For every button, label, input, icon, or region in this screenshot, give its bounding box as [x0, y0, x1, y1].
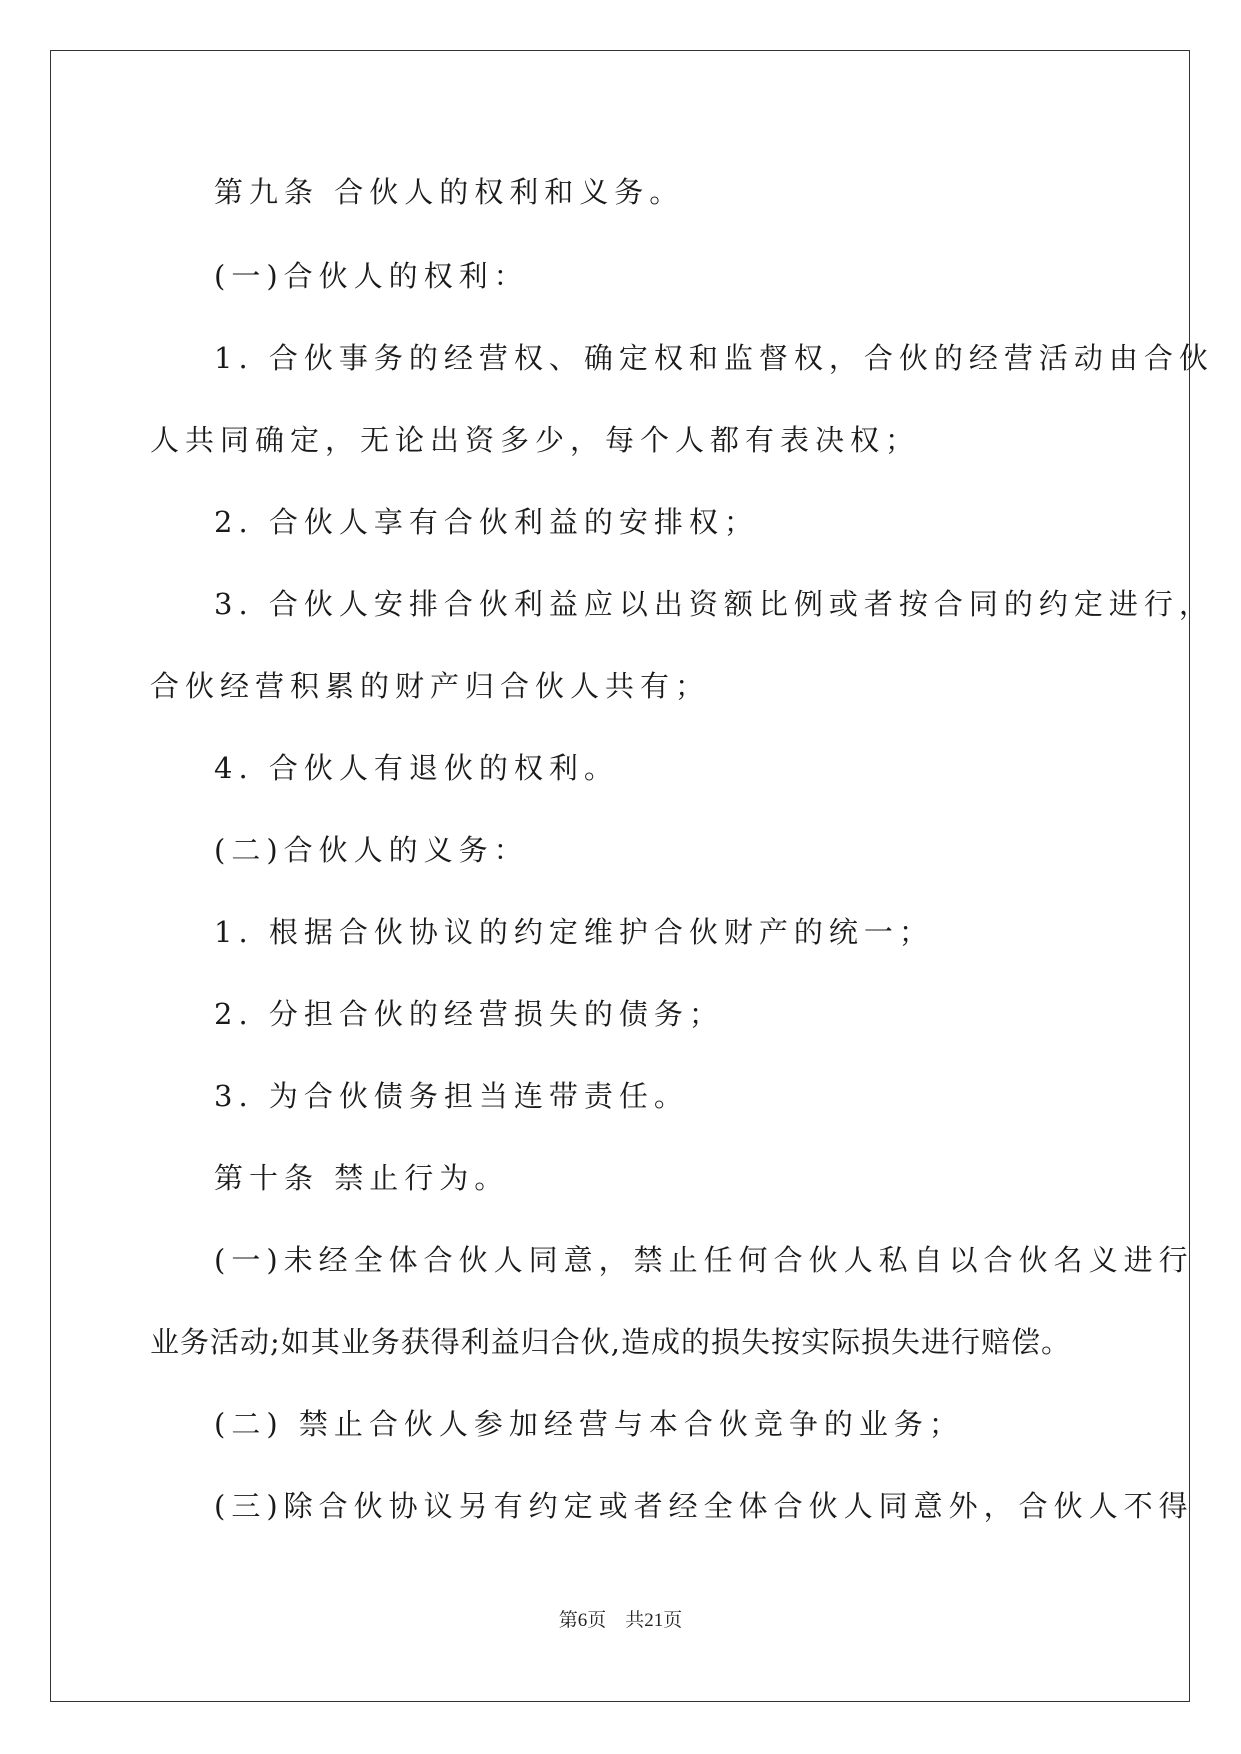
rights-heading: (一)合伙人的权利： [214, 259, 529, 293]
duties-item-1: 1. 根据合伙协议的约定维护合伙财产的统一； [214, 915, 934, 949]
duties-item-3: 3. 为合伙债务担当连带责任。 [214, 1079, 689, 1113]
duties-item-2: 2. 分担合伙的经营损失的债务； [214, 997, 724, 1031]
page-number: 第6页 [558, 1610, 607, 1631]
prohibition-1-line-2: 业务活动;如其业务获得利益归合伙,造成的损失按实际损失进行赔偿。 [150, 1325, 1071, 1359]
article-10-heading: 第十条 禁止行为。 [214, 1161, 510, 1195]
rights-item-2: 2. 合伙人享有合伙利益的安排权； [214, 505, 759, 539]
page-footer [0, 1605, 1241, 1632]
page-border [50, 50, 1190, 1702]
rights-item-1-line-1: 1. 合伙事务的经营权、确定权和监督权，合伙的经营活动由合伙 [214, 341, 1214, 375]
prohibition-2: (二) 禁止合伙人参加经营与本合伙竞争的业务； [214, 1407, 964, 1441]
prohibition-1-line-1: (一)未经全体合伙人同意，禁止任何合伙人私自以合伙名义进行 [214, 1243, 1194, 1277]
rights-item-3-line-1: 3. 合伙人安排合伙利益应以出资额比例或者按合同的约定进行， [214, 587, 1214, 621]
rights-item-4: 4. 合伙人有退伙的权利。 [214, 751, 619, 785]
rights-item-1-line-2: 人共同确定，无论出资多少，每个人都有表决权； [150, 423, 921, 457]
prohibition-3-line-1: (三)除合伙协议另有约定或者经全体合伙人同意外，合伙人不得 [214, 1489, 1194, 1523]
article-9-heading: 第九条 合伙人的权利和义务。 [214, 175, 685, 209]
page-total: 共21页 [625, 1610, 683, 1631]
rights-item-3-line-2: 合伙经营积累的财产归合伙人共有； [150, 669, 711, 703]
duties-heading: (二)合伙人的义务： [214, 833, 529, 867]
